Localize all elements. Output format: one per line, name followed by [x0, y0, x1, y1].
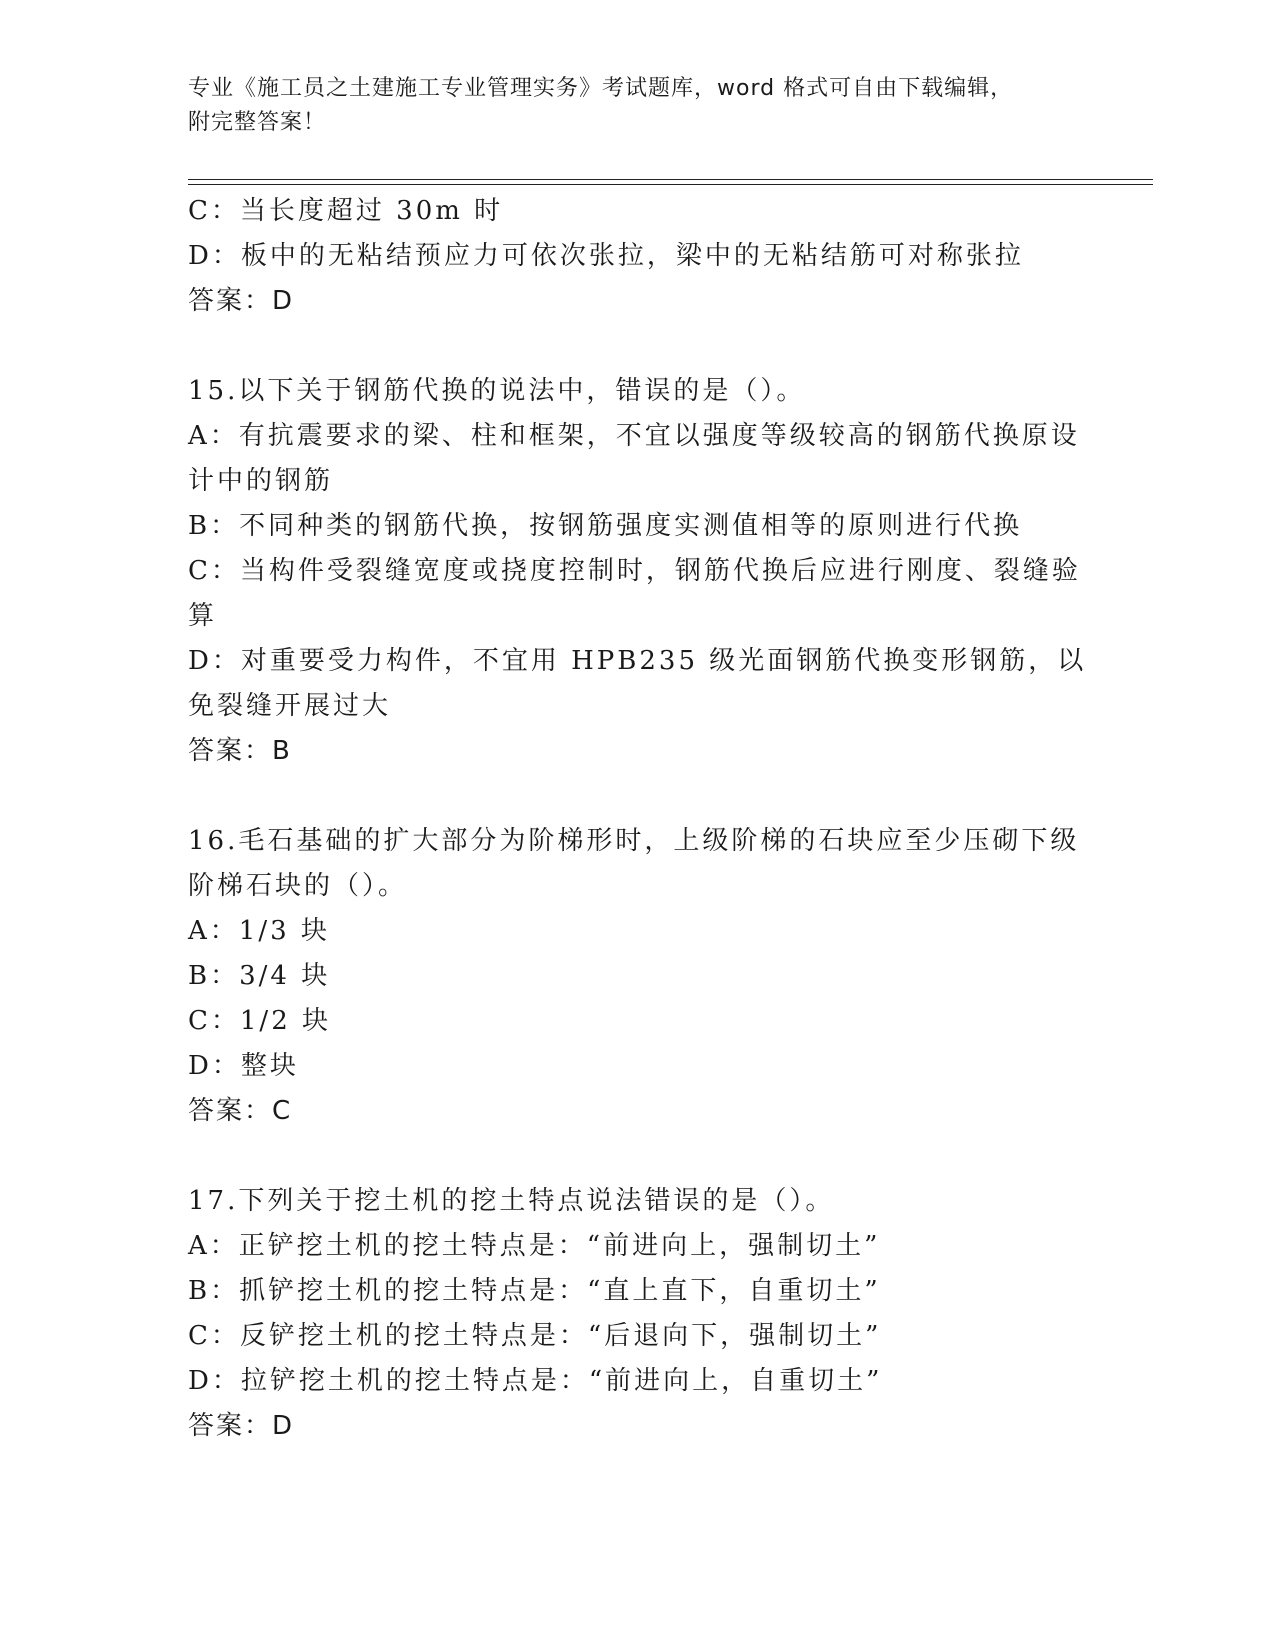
question-list	[188, 189, 1088, 1449]
question-16	[188, 819, 1088, 1134]
option-d: D：对重要受力构件，不宜用 HPB235 级光面钢筋代换变形钢筋，以免裂缝开展过大	[188, 646, 1087, 721]
header-divider-top	[188, 179, 1153, 180]
option-a: A：1/3 块	[188, 916, 330, 946]
option-d: D：整块	[188, 1051, 299, 1081]
question-stem: 15.以下关于钢筋代换的说法中，错误的是（）。	[188, 376, 806, 406]
option-d: D：板中的无粘结预应力可依次张拉，梁中的无粘结筋可对称张拉	[188, 241, 1024, 271]
option-b: B：3/4 块	[188, 961, 331, 991]
option-d: D：拉铲挖土机的挖土特点是：“前进向上，自重切土”	[188, 1366, 883, 1396]
option-c: C：1/2 块	[188, 1006, 332, 1036]
answer: 答案：B	[188, 736, 292, 766]
option-b: B：抓铲挖土机的挖土特点是：“直上直下，自重切土”	[188, 1276, 881, 1306]
answer: 答案：D	[188, 1411, 295, 1441]
header-line-1: 专业《施工员之土建施工专业管理实务》考试题库，word 格式可自由下载编辑，	[188, 76, 1014, 101]
question-stem: 17.下列关于挖土机的挖土特点说法错误的是（）。	[188, 1186, 835, 1216]
answer: 答案：D	[188, 286, 295, 316]
spacer	[188, 1134, 1088, 1179]
answer: 答案：C	[188, 1096, 293, 1126]
option-a: A：有抗震要求的梁、柱和框架，不宜以强度等级较高的钢筋代换原设计中的钢筋	[188, 421, 1080, 496]
option-a: A：正铲挖土机的挖土特点是：“前进向上，强制切土”	[188, 1231, 881, 1261]
question-15	[188, 369, 1088, 774]
spacer	[188, 774, 1088, 819]
document-header	[188, 72, 1068, 140]
header-line-2: 附完整答案！	[188, 110, 327, 135]
spacer	[188, 324, 1088, 369]
option-c: C：当长度超过 30m 时	[188, 196, 504, 226]
header-divider-bottom	[188, 184, 1153, 185]
question-14-continued	[188, 189, 1088, 324]
option-b: B：不同种类的钢筋代换，按钢筋强度实测值相等的原则进行代换	[188, 511, 1023, 541]
option-c: C：当构件受裂缝宽度或挠度控制时，钢筋代换后应进行刚度、裂缝验算	[188, 556, 1081, 631]
option-c: C：反铲挖土机的挖土特点是：“后退向下，强制切土”	[188, 1321, 882, 1351]
question-stem: 16.毛石基础的扩大部分为阶梯形时，上级阶梯的石块应至少压砌下级阶梯石块的（）。	[188, 826, 1080, 901]
question-17	[188, 1179, 1088, 1449]
